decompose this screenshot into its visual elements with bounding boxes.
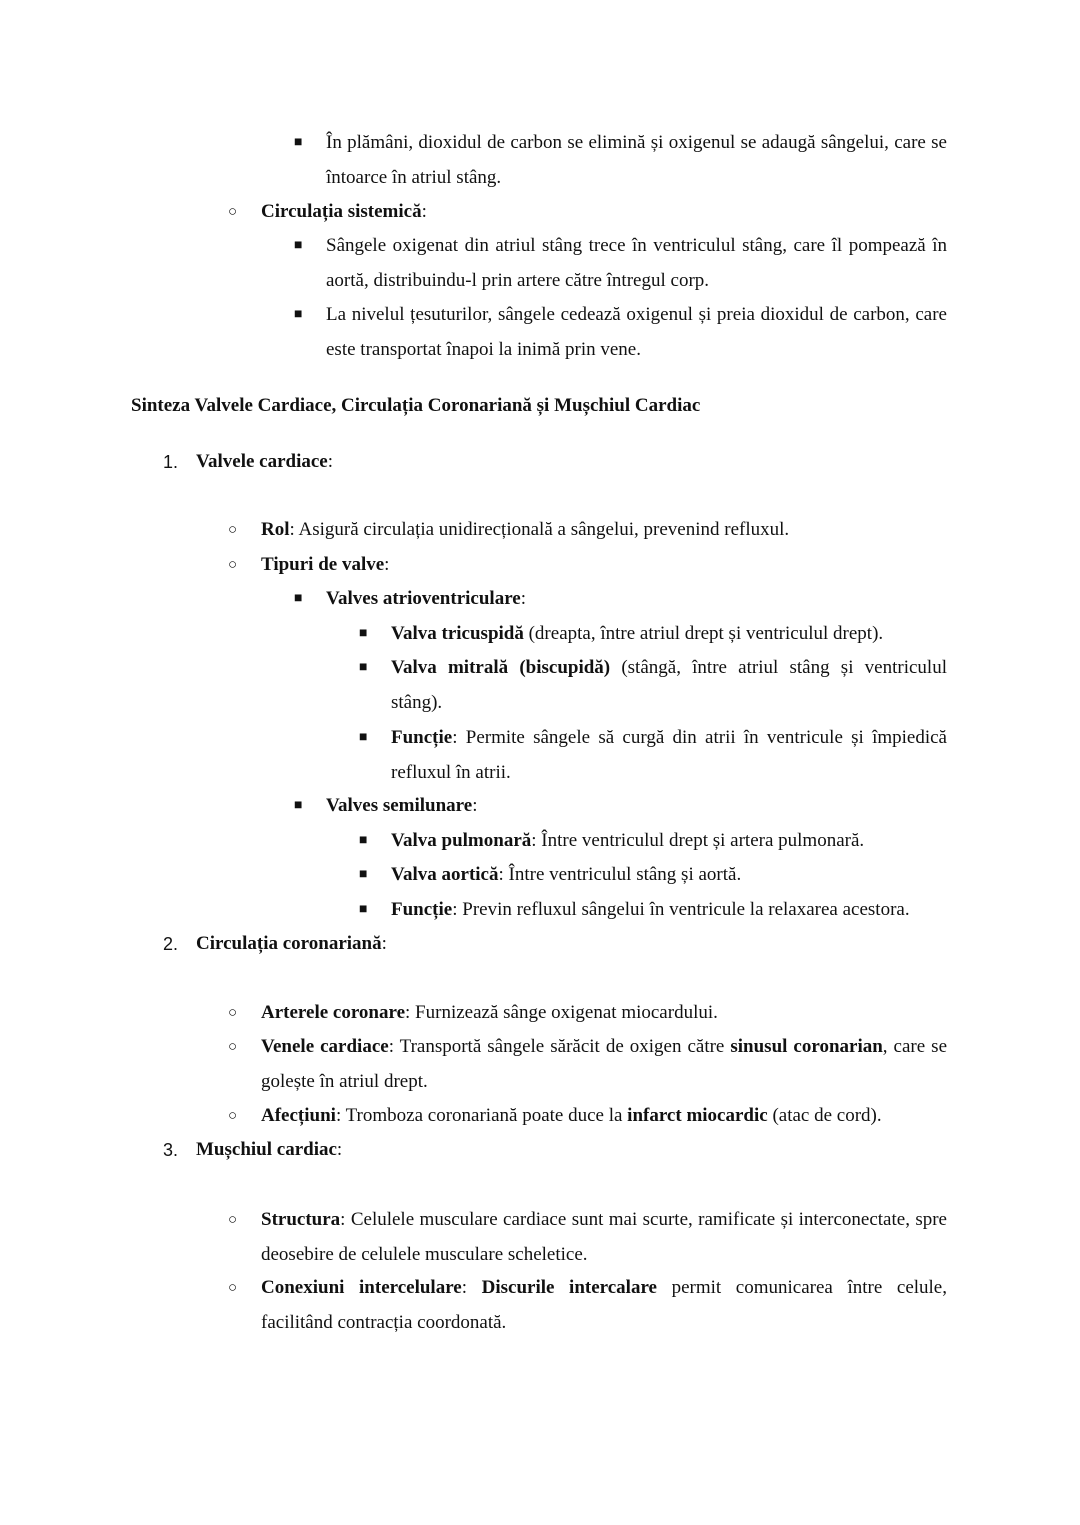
- list-item-level-4: [359, 651, 947, 720]
- square-bullet-icon: ■: [359, 730, 368, 745]
- bold-text: Valva pulmonară: [391, 830, 532, 851]
- square-bullet-icon: ■: [359, 626, 368, 641]
- square-bullet-icon: ■: [294, 307, 303, 322]
- bold-text: Conexiuni intercelulare: [261, 1277, 462, 1298]
- list-number: 1.: [163, 452, 179, 472]
- square-bullet-icon: ■: [359, 660, 368, 675]
- hollow-bullet-icon: ○: [228, 1212, 238, 1228]
- bold-text: Valva aortică: [391, 864, 499, 885]
- hollow-bullet-icon: ○: [228, 557, 238, 573]
- text: (stângă, între atriul stâng și ventriculul stâng).: [391, 657, 947, 713]
- list-number: 3.: [163, 1140, 179, 1160]
- bold-text: Afecțiuni: [261, 1105, 336, 1126]
- bold-text: Valvele cardiace: [196, 451, 328, 472]
- text: :: [461, 1277, 482, 1298]
- text: :: [421, 201, 427, 222]
- text: : Previn refluxul sângelui în ventricule la relaxarea acestora.: [452, 899, 910, 920]
- text: : Asigură circulația unidirecțională a sângelui, prevenind refluxul.: [289, 519, 790, 540]
- text: : Furnizează sânge oxigenat miocardului.: [405, 1002, 718, 1023]
- bold-text: Funcție: [391, 899, 453, 920]
- hollow-bullet-icon: ○: [228, 1039, 238, 1055]
- text: (dreapta, între atriul drept și ventriculul drept).: [523, 623, 884, 644]
- bold-text: infarct miocardic: [627, 1105, 768, 1126]
- list-item-level-3: [294, 789, 947, 824]
- list-number: 2.: [163, 934, 179, 954]
- bold-text: Valva mitrală (biscupidă): [391, 657, 611, 678]
- bold-text: Discurile intercalare: [481, 1277, 657, 1298]
- text: : Tromboza coronariană poate duce la: [335, 1105, 628, 1126]
- bold-text: Valves semilunare: [326, 795, 473, 816]
- list-item-level-4: [359, 893, 947, 928]
- list-item-level-3: [294, 126, 947, 195]
- text: :: [520, 588, 526, 609]
- list-item-level-2: [228, 195, 947, 230]
- bold-text: Valves atrioventriculare: [326, 588, 521, 609]
- list-item-level-4: [359, 721, 947, 790]
- bold-text: Venele cardiace: [261, 1036, 389, 1057]
- list-item-level-2: [228, 1099, 947, 1134]
- list-item-level-4: [359, 824, 947, 859]
- text: :: [327, 451, 334, 472]
- text: :: [472, 795, 478, 816]
- text: La nivelul țesuturilor, sângele cedează oxigenul și preia dioxidul de carbon, care este transportat înapoi la inimă prin vene.: [326, 304, 947, 360]
- square-bullet-icon: ■: [359, 902, 368, 917]
- bold-text: Rol: [261, 519, 290, 540]
- list-item-level-3: [294, 582, 947, 617]
- list-item-level-1: [163, 927, 947, 962]
- text: :: [381, 933, 387, 954]
- text: , care se golește în atriul drept.: [261, 1036, 947, 1092]
- hollow-bullet-icon: ○: [228, 1005, 238, 1021]
- list-item-level-3: [294, 298, 947, 367]
- text: : Celulele musculare cardiace sunt mai scurte, ramificate și interconectate, spre deosebire de celulele musculare scheletice.: [261, 1209, 947, 1265]
- list-item-level-4: [359, 617, 947, 652]
- hollow-bullet-icon: ○: [228, 204, 238, 220]
- bold-text: sinusul coronarian: [730, 1036, 883, 1057]
- text: (atac de cord).: [767, 1105, 882, 1126]
- bold-text: Tipuri de valve: [261, 554, 385, 575]
- text: : Între ventriculul stâng și aortă.: [498, 864, 742, 885]
- bold-text: Circulația sistemică: [261, 201, 422, 222]
- square-bullet-icon: ■: [294, 135, 303, 150]
- text: Sângele oxigenat din atriul stâng trece în ventriculul stâng, care îl pompează în aortă, distribuindu-l prin artere către întregul corp.: [326, 235, 947, 291]
- list-item-level-2: [228, 1271, 947, 1340]
- text: permit comunicarea între celule, facilitând contracția coordonată.: [261, 1277, 947, 1333]
- list-item-level-2: [228, 1030, 947, 1099]
- text: : Permite sângele să curgă din atrii în ventricule și împiedică refluxul în atrii.: [391, 727, 947, 783]
- list-item-level-1: [163, 445, 947, 480]
- list-item-level-2: [228, 1203, 947, 1272]
- list-item-level-2: [228, 996, 947, 1031]
- bold-text: Funcție: [391, 727, 453, 748]
- hollow-bullet-icon: ○: [228, 522, 238, 538]
- hollow-bullet-icon: ○: [228, 1108, 238, 1124]
- text: :: [336, 1139, 343, 1160]
- list-item-level-4: [359, 858, 947, 893]
- list-item-level-3: [294, 229, 947, 298]
- text: În plămâni, dioxidul de carbon se elimină și oxigenul se adaugă sângelui, care se întoarce în atriul stâng.: [326, 132, 947, 188]
- bold-text: Sinteza Valvele Cardiace, Circulația Coronariană și Mușchiul Cardiac: [131, 395, 701, 416]
- bold-text: Mușchiul cardiac: [196, 1139, 337, 1160]
- bold-text: Circulația coronariană: [196, 933, 382, 954]
- list-item-level-1: [163, 1133, 947, 1168]
- list-item-level-2: [228, 548, 947, 583]
- text: : Între ventriculul drept și artera pulmonară.: [531, 830, 865, 851]
- square-bullet-icon: ■: [359, 867, 368, 882]
- section-heading: [131, 389, 947, 424]
- square-bullet-icon: ■: [294, 591, 303, 606]
- bold-text: Structura: [261, 1209, 341, 1230]
- square-bullet-icon: ■: [294, 798, 303, 813]
- list-item-level-2: [228, 513, 947, 548]
- bold-text: Valva tricuspidă: [391, 623, 524, 644]
- text: : Transportă sângele sărăcit de oxigen către: [388, 1036, 731, 1057]
- hollow-bullet-icon: ○: [228, 1280, 238, 1296]
- bold-text: Arterele coronare: [261, 1002, 406, 1023]
- square-bullet-icon: ■: [359, 833, 368, 848]
- square-bullet-icon: ■: [294, 238, 303, 253]
- text: :: [384, 554, 390, 575]
